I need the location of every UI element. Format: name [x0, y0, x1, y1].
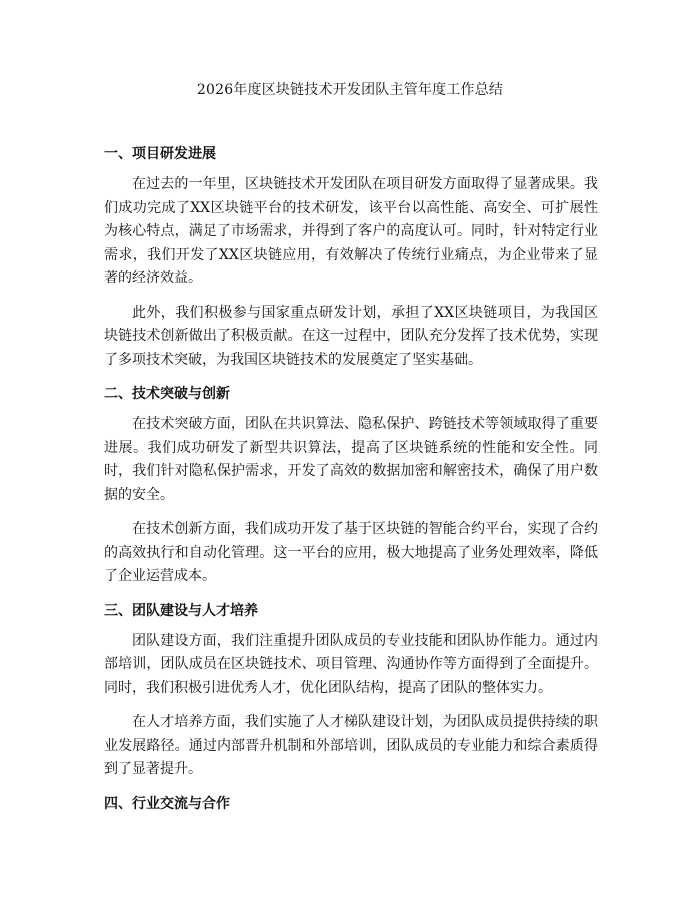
- paragraph: 在过去的一年里，区块链技术开发团队在项目研发方面取得了显著成果。我们成功完成了XX区块链平台的技术研发，该平台以高性能、高安全、可扩展性为核心特点，满足了市场需求，并得到了客户的高度认可。同时，针对特定行业需求，我们开发了XX区块链应用，有效解决了传统行业痛点，为企业带来了显著的经济效益。: [104, 176, 598, 286]
- section-heading: 四、行业交流与合作: [104, 795, 230, 812]
- document-body: [104, 143, 598, 823]
- document-title: 2026年度区块链技术开发团队主管年度工作总结: [196, 82, 504, 98]
- section-team-building: [104, 600, 598, 782]
- section-heading: 一、项目研发进展: [104, 146, 216, 162]
- section-heading: 二、技术突破与创新: [104, 386, 230, 402]
- paragraph: 在技术创新方面，我们成功开发了基于区块链的智能合约平台，实现了合约的高效执行和自动化管理。这一平台的应用，极大地提高了业务处理效率，降低了企业运营成本。: [104, 521, 598, 584]
- paragraph: 团队建设方面，我们注重提升团队成员的专业技能和团队协作能力。通过内部培训，团队成员在区块链技术、项目管理、沟通协作等方面得到了全面提升。同时，我们积极引进优秀人才，优化团队结构，提高了团队的整体实力。: [104, 632, 598, 696]
- paragraph: 在人才培养方面，我们实施了人才梯队建设计划，为团队成员提供持续的职业发展路径。通过内部晋升机制和外部培训，团队成员的专业能力和综合素质得到了显著提升。: [104, 714, 598, 777]
- section-heading: 三、团队建设与人才培养: [104, 602, 258, 619]
- section-tech-breakthrough: [104, 383, 598, 589]
- paragraph: 此外，我们积极参与国家重点研发计划，承担了XX区块链项目，为我国区块链技术创新做出了积极贡献。在这一过程中，团队充分发挥了技术优势，实现了多项技术突破，为我国区块链技术的发展奠定了坚实基础。: [104, 304, 598, 368]
- section-industry-exchange: [104, 793, 598, 815]
- paragraph: 在技术突破方面，团队在共识算法、隐私保护、跨链技术等领域取得了重要进展。我们成功研发了新型共识算法，提高了区块链系统的性能和安全性。同时，我们针对隐私保护需求，开发了高效的数据加密和解密技术，确保了用户数据的安全。: [104, 416, 598, 503]
- section-project-progress: [104, 143, 598, 372]
